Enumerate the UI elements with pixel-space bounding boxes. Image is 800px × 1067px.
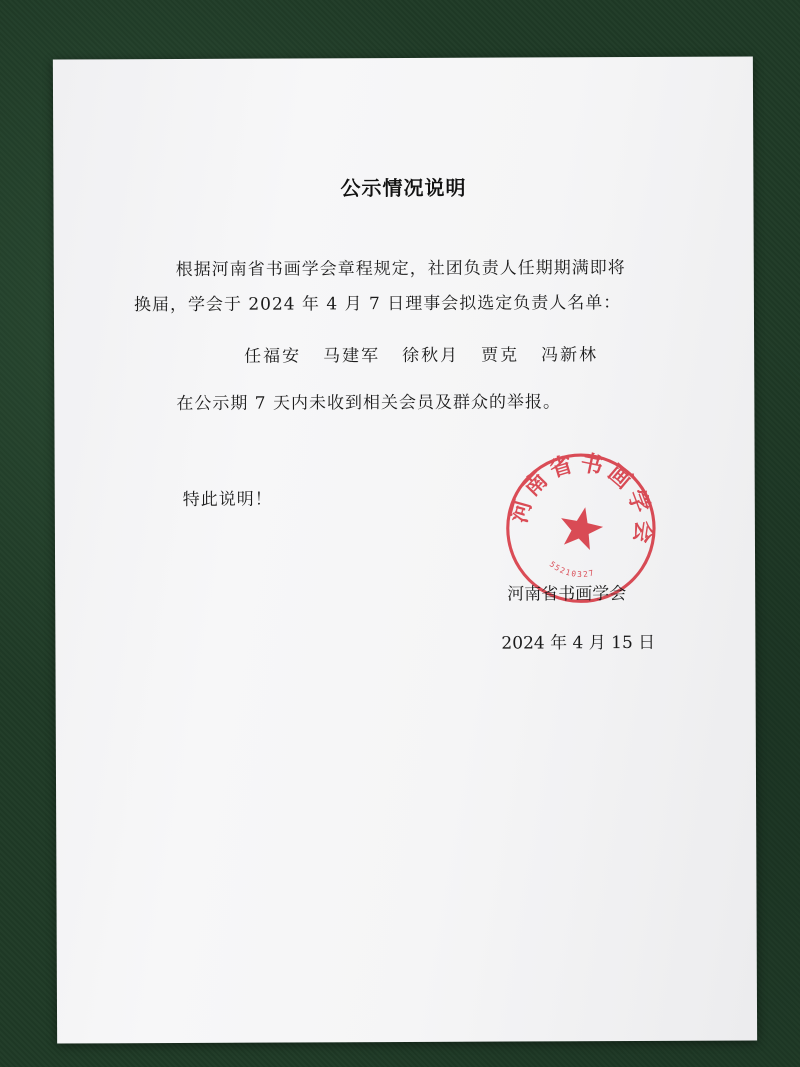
paragraph-line-1: 根据河南省书画学会章程规定，社团负责人任期期满即将 <box>175 258 626 280</box>
document-page <box>53 56 757 1043</box>
candidate-name: 马建军 <box>323 346 381 367</box>
closing-remark: 特此说明！ <box>182 489 273 510</box>
signature-date: 2024 年 4 月 15 日 <box>501 632 656 654</box>
document-title: 公示情况说明 <box>340 175 467 201</box>
candidate-name: 任福安 <box>244 346 302 367</box>
seal-text: 河南省书画学会 <box>505 449 658 550</box>
candidate-name: 徐秋月 <box>402 345 460 367</box>
paragraph-line-2: 换届，学会于 2024 年 4 月 7 日理事会拟选定负责人名单： <box>133 293 622 316</box>
paragraph-line-3: 在公示期 7 天内未收到相关会员及群众的举报。 <box>176 392 562 414</box>
star-icon <box>556 503 606 552</box>
candidate-names <box>244 340 598 367</box>
seal-code: 55210327 <box>547 559 596 580</box>
candidate-name: 贾克 <box>481 345 520 366</box>
candidate-name: 冯新林 <box>541 345 599 366</box>
signature-organization: 河南省书画学会 <box>507 584 627 605</box>
